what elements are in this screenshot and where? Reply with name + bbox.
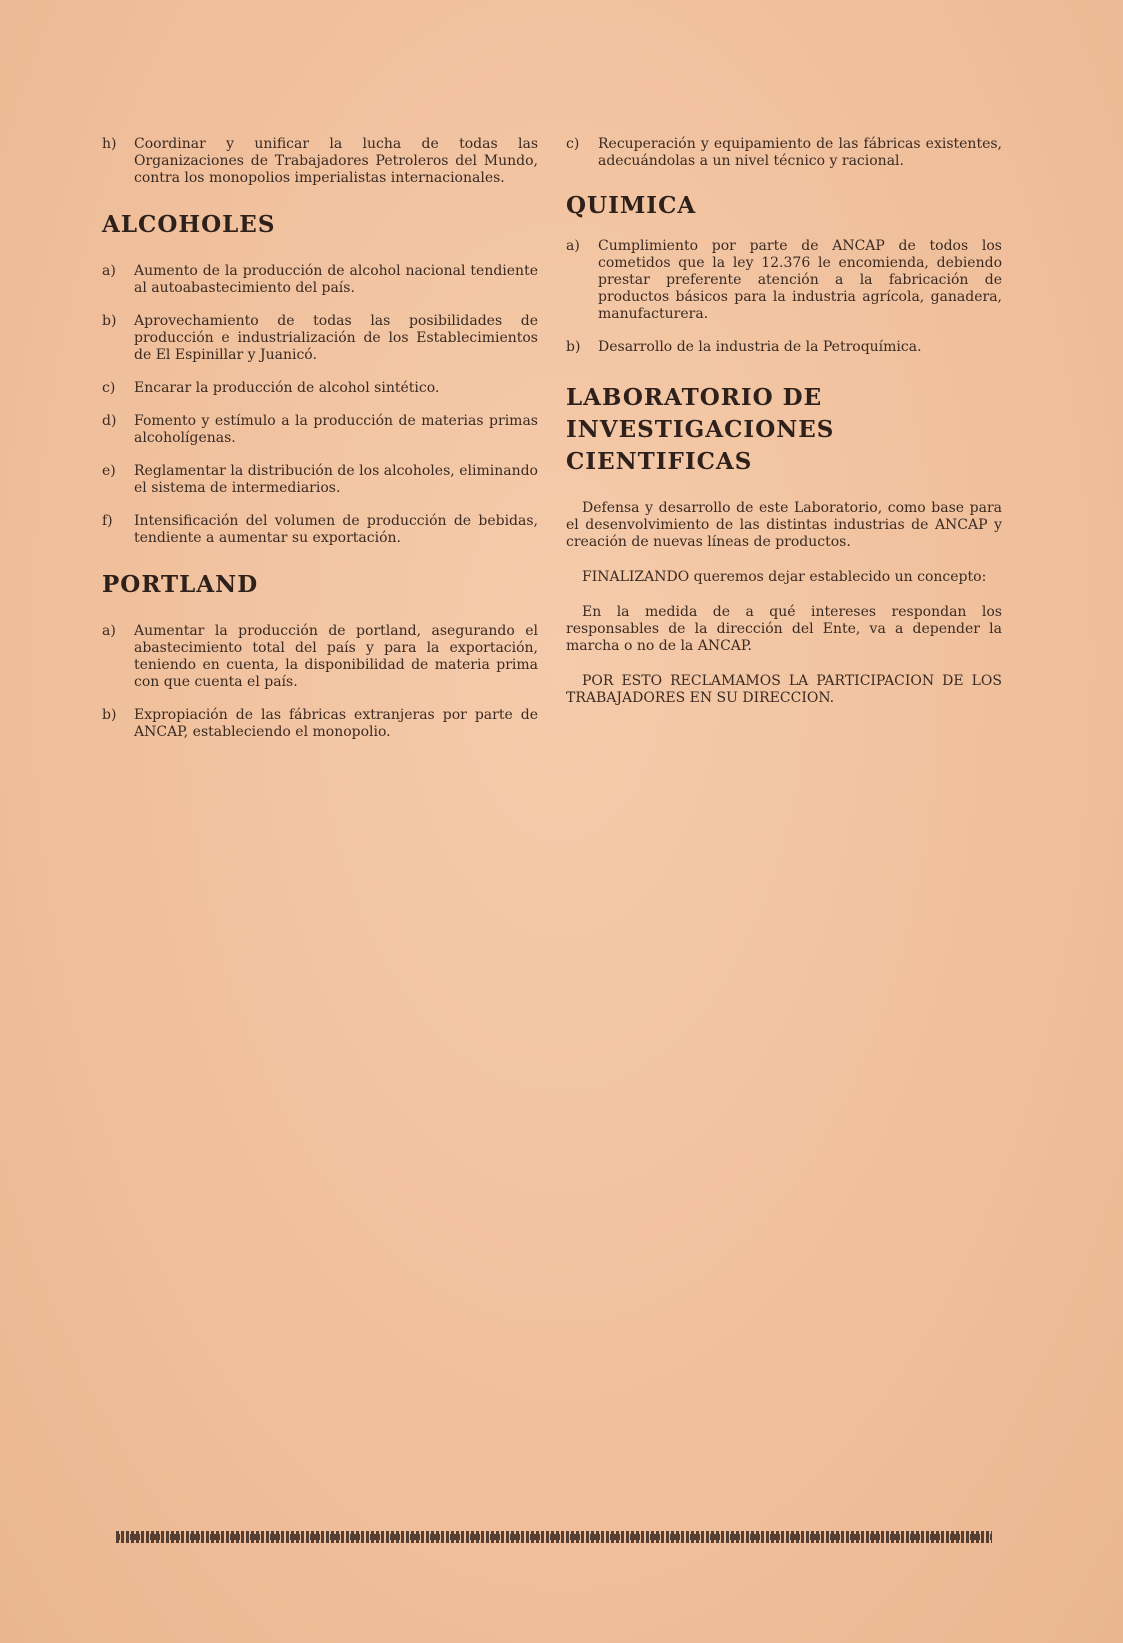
section-title-alcoholes: ALCOHOLES [102, 211, 276, 238]
item-text: Desarrollo de la industria de la Petroquímica. [598, 339, 922, 355]
conclusion-paragraph: En la medida de a qué intereses respondan los responsables de la dirección del Ente, va a depender la marcha o no de la ANCAP. [566, 604, 1002, 654]
item-label: a) [102, 263, 116, 279]
item-text: Intensificación del volumen de producción de bebidas, tendiente a aumentar su exportación. [134, 513, 538, 546]
left-column [102, 136, 538, 757]
list-item [102, 623, 538, 691]
item-text: Expropiación de las fábricas extranjeras por parte de ANCAP, estableciendo el monopolio. [134, 707, 538, 740]
item-label: d) [102, 413, 117, 429]
list-item [102, 707, 538, 741]
list-item [102, 463, 538, 497]
list-item [102, 313, 538, 364]
laboratorio-title-line: LABORATORIO DE [566, 384, 823, 411]
list-item [102, 413, 538, 447]
item-text: Reglamentar la distribución de los alcoholes, eliminando el sistema de intermediarios. [134, 463, 538, 496]
section-title-portland: PORTLAND [102, 571, 259, 598]
item-label: a) [102, 623, 116, 639]
item-label: b) [566, 339, 581, 355]
list-item [566, 238, 1002, 323]
item-label: a) [566, 238, 580, 254]
item-text: Recuperación y equipamiento de las fábricas existentes, adecuándolas a un nivel técnico y racional. [598, 136, 1002, 169]
item-label: h) [102, 136, 117, 152]
laboratorio-title-line: INVESTIGACIONES [566, 416, 835, 443]
finalizando-paragraph: FINALIZANDO queremos dejar establecido un concepto: [582, 569, 987, 585]
list-item [102, 380, 538, 397]
list-item [566, 339, 1002, 356]
list-item [102, 513, 538, 547]
item-text: Encarar la producción de alcohol sintético. [134, 380, 440, 396]
item-label: e) [102, 463, 116, 479]
item-label: c) [102, 380, 116, 396]
item-label: f) [102, 513, 113, 529]
item-text: Aumentar la producción de portland, asegurando el abastecimiento total del país y para la exportación, teniendo en cuenta, la disponibilidad de materia prima con que cuenta el país. [134, 623, 538, 690]
section-title-quimica: QUIMICA [566, 192, 697, 219]
item-label: b) [102, 313, 117, 329]
laboratorio-title-line: CIENTIFICAS [566, 448, 753, 475]
section-title-laboratorio [566, 382, 1002, 478]
item-text: Fomento y estímulo a la producción de materias primas alcoholígenas. [134, 413, 538, 446]
item-text: Coordinar y unificar la lucha de todas las Organizaciones de Trabajadores Petroleros del Mundo, contra los monopolios imperialistas internacionales. [134, 136, 538, 186]
laboratorio-paragraph: Defensa y desarrollo de este Laboratorio, como base para el desenvolvimiento de las distintas industrias de ANCAP y creación de nuevas líneas de productos. [566, 500, 1002, 550]
demand-paragraph: POR ESTO RECLAMAMOS LA PARTICIPACION DE LOS TRABAJADORES EN SU DIRECCION. [566, 673, 1002, 706]
item-text: Cumplimiento por parte de ANCAP de todos los cometidos que la ley 12.376 le encomienda, debiendo prestar preferente atención a la fabricación de productos básicos para la industria agrícola, ganadera, manufacturera. [598, 238, 1002, 322]
decorative-rule [116, 1531, 992, 1543]
list-item [102, 136, 538, 187]
item-text: Aprovechamiento de todas las posibilidades de producción e industrialización de los Establecimientos de El Espinillar y Juanicó. [134, 313, 538, 363]
right-column [566, 136, 1002, 725]
item-text: Aumento de la producción de alcohol nacional tendiente al autoabastecimiento del país. [134, 263, 538, 296]
list-item [102, 263, 538, 297]
item-label: c) [566, 136, 580, 152]
list-item [566, 136, 1002, 170]
item-label: b) [102, 707, 117, 723]
